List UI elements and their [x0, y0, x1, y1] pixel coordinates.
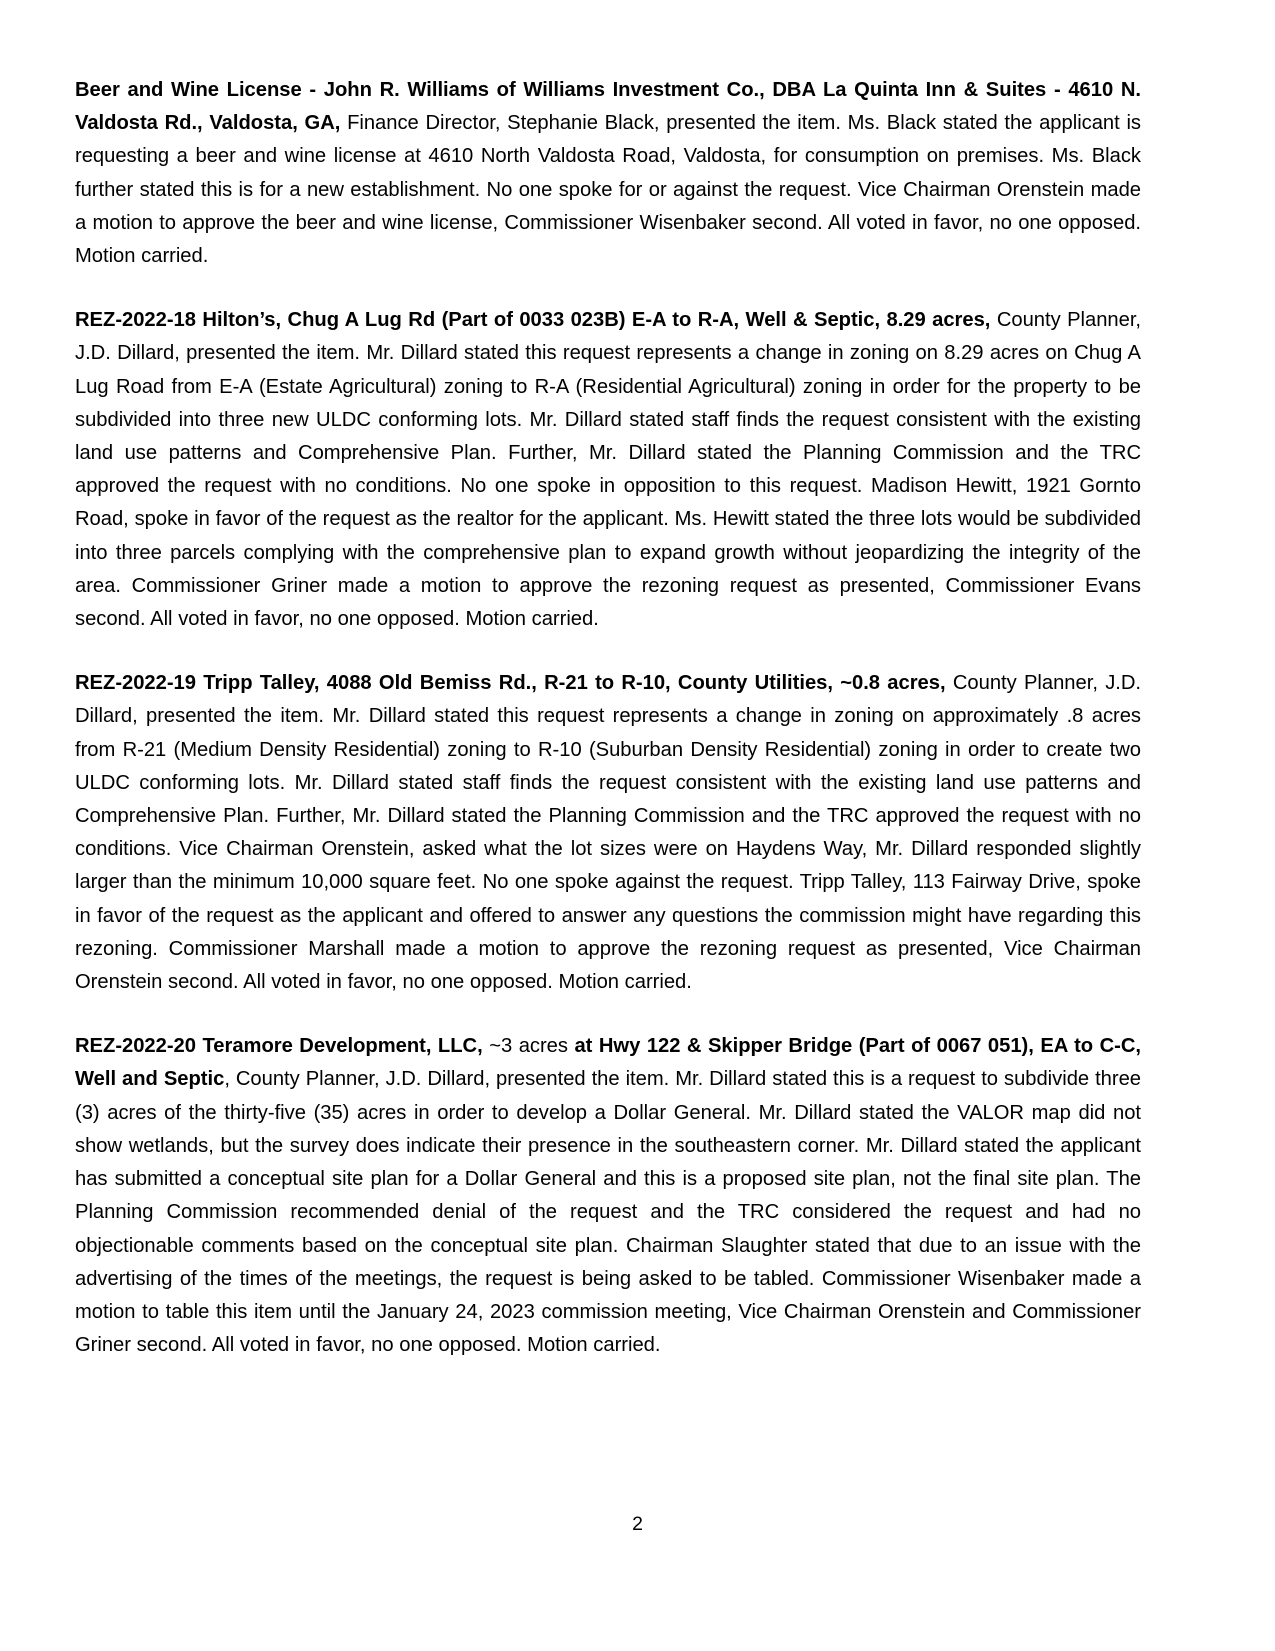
paragraph-body: County Planner, J.D. Dillard, presented the item. Mr. Dillard stated this request represents a change in zoning on 8.29 acres on Chug A Lug Road from E-A (Estate Agricultural) zoning to R-A (Residential Agricultural) zoning in order for the property to be subdivided into three new ULDC conforming lots. Mr. Dillard stated staff finds the request consistent with the existing land use patterns and Comprehensive Plan. Further, Mr. Dillard stated the Planning Commission and the TRC approved the request with no conditions. No one spoke in opposition to this request. Madison Hewitt, 1921 Gornto Road, spoke in favor of the request as the realtor for the applicant. Ms. Hewitt stated the three lots would be subdivided into three parcels complying with the comprehensive plan to expand growth without jeopardizing the integrity of the area. Commissioner Griner made a motion to approve the rezoning request as presented, Commissioner Evans second. All voted in favor, no one opposed. Motion carried.	[75, 309, 1142, 631]
paragraph-heading-part2: at Hwy 122 & Skipper Bridge (Part of 0067 051), EA to C-C, Well and Septic	[75, 1035, 1142, 1091]
paragraph-rez-2022-18	[75, 304, 1141, 636]
document-body	[75, 74, 1141, 1362]
page-number: 2	[632, 1513, 643, 1535]
paragraph-rez-2022-19	[75, 667, 1141, 999]
paragraph-body: , County Planner, J.D. Dillard, presented the item. Mr. Dillard stated this is a request to subdivide three (3) acres of the thirty-five (35) acres in order to develop a Dollar General. Mr. Dillard stated the VALOR map did not show wetlands, but the survey does indicate their presence in the southeastern corner. Mr. Dillard stated the applicant has submitted a conceptual site plan for a Dollar General and this is a proposed site plan, not the final site plan. The Planning Commission recommended denial of the request and the TRC considered the request and had no objectionable comments based on the conceptual site plan. Chairman Slaughter stated that due to an issue with the advertising of the times of the meetings, the request is being asked to be tabled. Commissioner Wisenbaker made a motion to table this item until the January 24, 2023 commission meeting, Vice Chairman Orenstein and Commissioner Griner second. All voted in favor, no one opposed. Motion carried.	[75, 1068, 1141, 1357]
paragraph-body: County Planner, J.D. Dillard, presented the item. Mr. Dillard stated this request represents a change in zoning on approximately .8 acres from R-21 (Medium Density Residential) zoning to R-10 (Suburban Density Residential) zoning in order to create two ULDC conforming lots. Mr. Dillard stated staff finds the request consistent with the existing land use patterns and Comprehensive Plan. Further, Mr. Dillard stated the Planning Commission and the TRC approved the request with no conditions. Vice Chairman Orenstein, asked what the lot sizes were on Haydens Way, Mr. Dillard responded slightly larger than the minimum 10,000 square feet. No one spoke against the request. Tripp Talley, 113 Fairway Drive, spoke in favor of the request as the applicant and offered to answer any questions the commission might have regarding this rezoning. Commissioner Marshall made a motion to approve the rezoning request as presented, Vice Chairman Orenstein second. All voted in favor, no one opposed. Motion carried.	[75, 672, 1142, 994]
paragraph-heading-acreage: ~3 acres	[482, 1035, 568, 1058]
paragraph-rez-2022-20	[75, 1030, 1141, 1362]
paragraph-heading: REZ-2022-19 Tripp Talley, 4088 Old Bemiss Rd., R-21 to R-10, County Utilities, ~0.8 acres,	[75, 672, 946, 695]
paragraph-body: Finance Director, Stephanie Black, presented the item. Ms. Black stated the applicant is requesting a beer and wine license at 4610 North Valdosta Road, Valdosta, for consumption on premises. Ms. Black further stated this is for a new establishment. No one spoke for or against the request. Vice Chairman Orenstein made a motion to approve the beer and wine license, Commissioner Wisenbaker second. All voted in favor, no one opposed. Motion carried.	[75, 112, 1141, 268]
paragraph-heading-part1: REZ-2022-20 Teramore Development, LLC,	[75, 1035, 483, 1058]
paragraph-heading: REZ-2022-18 Hilton’s, Chug A Lug Rd (Part of 0033 023B) E-A to R-A, Well & Septic, 8.29 acres,	[75, 309, 991, 332]
paragraph-heading: Beer and Wine License - John R. Williams of Williams Investment Co., DBA La Quinta Inn & Suites - 4610 N. Valdosta Rd., Valdosta, GA,	[75, 79, 1141, 135]
paragraph-beer-and-wine-license	[75, 74, 1141, 273]
